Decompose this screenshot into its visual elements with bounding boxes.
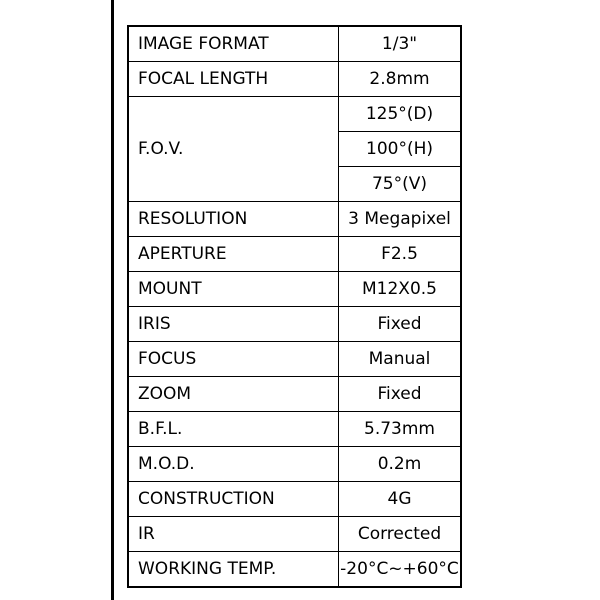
spec-value: 3 Megapixel (339, 202, 462, 237)
spec-value-fov-v: 75°(V) (339, 167, 462, 202)
spec-row-zoom (128, 377, 461, 412)
spec-label: M.O.D. (128, 447, 339, 482)
spec-value: 2.8mm (339, 62, 462, 97)
spec-label: MOUNT (128, 272, 339, 307)
spec-value: 1/3" (339, 26, 462, 62)
spec-row-image-format (128, 26, 461, 62)
lens-spec-table (127, 25, 462, 588)
spec-value: Fixed (339, 307, 462, 342)
spec-label: ZOOM (128, 377, 339, 412)
spec-row-mount (128, 272, 461, 307)
spec-value-fov-h: 100°(H) (339, 132, 462, 167)
spec-row-construction (128, 482, 461, 517)
spec-value: 5.73mm (339, 412, 462, 447)
spec-value: Fixed (339, 377, 462, 412)
spec-row-aperture (128, 237, 461, 272)
spec-label: RESOLUTION (128, 202, 339, 237)
spec-row-iris (128, 307, 461, 342)
spec-row-fov-diagonal (128, 97, 461, 132)
spec-value-fov-d: 125°(D) (339, 97, 462, 132)
spec-row-mod (128, 447, 461, 482)
spec-label: CONSTRUCTION (128, 482, 339, 517)
spec-value: 0.2m (339, 447, 462, 482)
spec-value: F2.5 (339, 237, 462, 272)
spec-row-focal-length (128, 62, 461, 97)
spec-row-ir (128, 517, 461, 552)
spec-label: FOCAL LENGTH (128, 62, 339, 97)
spec-label: IR (128, 517, 339, 552)
left-border-line (111, 0, 114, 600)
spec-label: WORKING TEMP. (128, 552, 339, 588)
spec-label: APERTURE (128, 237, 339, 272)
spec-value: Corrected (339, 517, 462, 552)
spec-row-bfl (128, 412, 461, 447)
spec-label: F.O.V. (128, 97, 339, 202)
spec-label: IRIS (128, 307, 339, 342)
spec-label: B.F.L. (128, 412, 339, 447)
spec-label: IMAGE FORMAT (128, 26, 339, 62)
spec-value: Manual (339, 342, 462, 377)
spec-row-working-temp (128, 552, 461, 588)
spec-value: -20°C~+60°C (339, 552, 462, 588)
spec-row-focus (128, 342, 461, 377)
spec-value: 4G (339, 482, 462, 517)
spec-row-resolution (128, 202, 461, 237)
spec-label: FOCUS (128, 342, 339, 377)
spec-value: M12X0.5 (339, 272, 462, 307)
